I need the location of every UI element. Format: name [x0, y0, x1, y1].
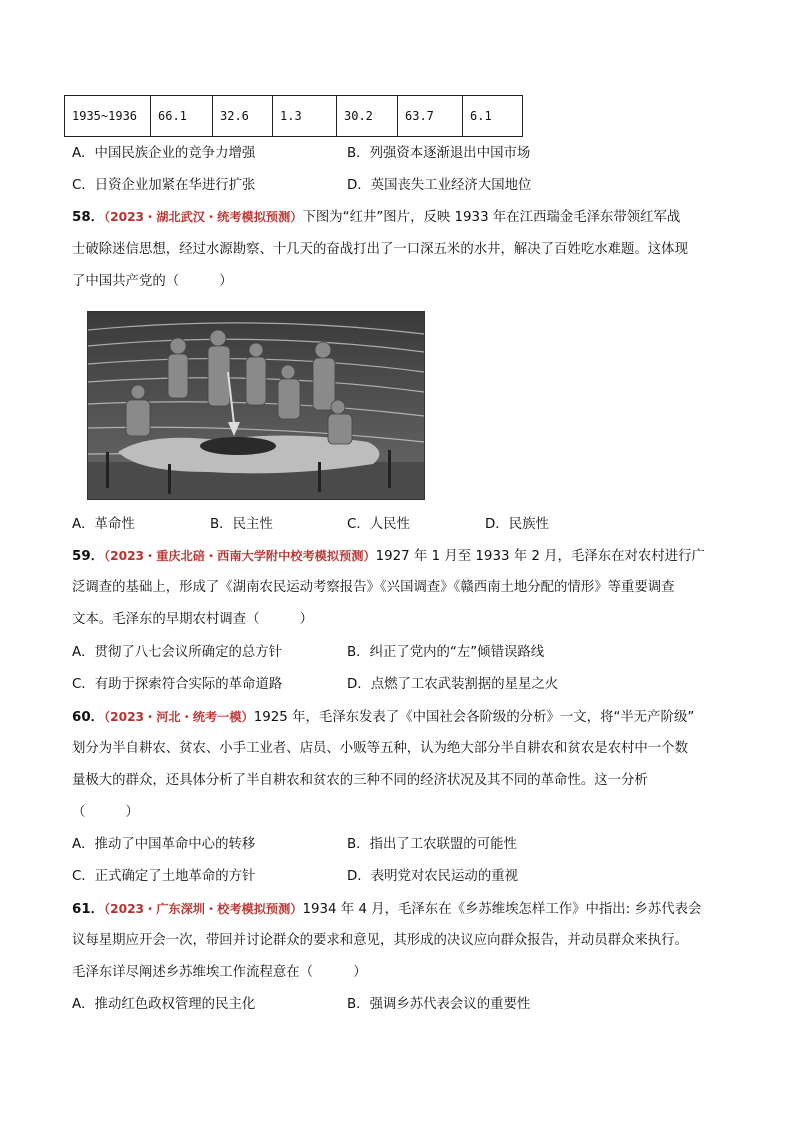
red-well-photo	[87, 311, 425, 500]
option-b[interactable]: B．民主性	[210, 517, 273, 532]
option-a[interactable]: A．中国民族企业的竞争力增强	[72, 146, 256, 161]
question-59-line-2: 泛调查的基础上，形成了《湖南农民运动考察报告》《兴国调查》《赣西南土地分配的情形》等重要调查	[72, 580, 675, 595]
option-c[interactable]: C．人民性	[347, 517, 410, 532]
option-b[interactable]: B．列强资本逐渐退出中国市场	[347, 146, 531, 161]
option-b[interactable]: B．指出了工农联盟的可能性	[347, 837, 517, 852]
question-59-line-3: 文本。毛泽东的早期农村调查（ ）	[72, 612, 314, 627]
question-number: 59．	[72, 549, 105, 564]
table-cell: 1935~1936	[65, 96, 151, 137]
question-text: 1934 年 4 月，毛泽东在《乡苏维埃怎样工作》中指出: 乡苏代表会	[302, 902, 702, 917]
table-cell: 32.6	[213, 96, 273, 137]
option-c[interactable]: C．日资企业加紧在华进行扩张	[72, 178, 256, 193]
question-60-line-2: 划分为半自耕农、贫农、小手工业者、店员、小贩等五种，认为绝大部分半自耕农和贫农是农村中一个数	[72, 741, 688, 756]
question-text: 下图为“红井”图片，反映 1933 年在江西瑞金毛泽东带领红军战	[302, 210, 681, 225]
table-cell: 1.3	[273, 96, 337, 137]
option-c[interactable]: C．正式确定了土地革命的方针	[72, 869, 256, 884]
question-59-line-1	[72, 546, 705, 567]
question-61-line-2: 议每星期应开会一次，带回并讨论群众的要求和意见，其形成的决议应向群众报告，并动员群众来执行。	[72, 933, 688, 948]
question-61-line-3: 毛泽东详尽阐述乡苏维埃工作流程意在（ ）	[72, 965, 367, 980]
question-61-line-1	[72, 899, 701, 920]
question-text: 1925 年，毛泽东发表了《中国社会各阶级的分析》一文，将“半无产阶级”	[253, 710, 695, 725]
table-cell: 30.2	[337, 96, 398, 137]
question-58-line-2: 士破除迷信思想，经过水源勘察、十几天的奋战打出了一口深五米的水井，解决了百姓吃水难题。这体现	[72, 242, 688, 257]
question-number: 61．	[72, 902, 105, 917]
question-source: （2023・广东深圳・校考模拟预测）	[104, 902, 303, 916]
question-60-line-3: 量极大的群众，还具体分析了半自耕农和贫农的三种不同的经济状况及其不同的革命性。这一分析	[72, 773, 648, 788]
table-row	[65, 96, 523, 137]
option-c[interactable]: C．有助于探索符合实际的革命道路	[72, 677, 283, 692]
option-a[interactable]: A．贯彻了八七会议所确定的总方针	[72, 645, 283, 660]
option-a[interactable]: A．推动红色政权管理的民主化	[72, 997, 256, 1012]
question-number: 58．	[72, 210, 105, 225]
option-d[interactable]: D．表明党对农民运动的重视	[347, 869, 518, 884]
option-b[interactable]: B．强调乡苏代表会议的重要性	[347, 997, 531, 1012]
question-60-line-1	[72, 707, 694, 728]
question-58-line-3: 了中国共产党的（ ）	[72, 274, 233, 289]
question-source: （2023・重庆北碚・西南大学附中校考模拟预测）	[104, 549, 376, 563]
question-number: 60．	[72, 710, 105, 725]
table-cell: 66.1	[151, 96, 213, 137]
data-table	[64, 95, 523, 137]
red-well-photo-drawing	[88, 312, 424, 499]
option-d[interactable]: D．英国丧失工业经济大国地位	[347, 178, 532, 193]
option-a[interactable]: A．革命性	[72, 517, 135, 532]
question-58-line-1	[72, 207, 680, 228]
question-text: 1927 年 1 月至 1933 年 2 月，毛泽东在对农村进行广	[375, 549, 705, 564]
option-d[interactable]: D．民族性	[485, 517, 549, 532]
question-source: （2023・湖北武汉・统考模拟预测）	[104, 210, 303, 224]
question-source: （2023・河北・统考一模）	[104, 710, 254, 724]
question-60-line-4: （ ）	[72, 805, 139, 820]
table-cell: 6.1	[463, 96, 523, 137]
option-b[interactable]: B．纠正了党内的“左”倾错误路线	[347, 645, 545, 660]
table-cell: 63.7	[398, 96, 463, 137]
option-a[interactable]: A．推动了中国革命中心的转移	[72, 837, 256, 852]
option-d[interactable]: D．点燃了工农武装割据的星星之火	[347, 677, 559, 692]
